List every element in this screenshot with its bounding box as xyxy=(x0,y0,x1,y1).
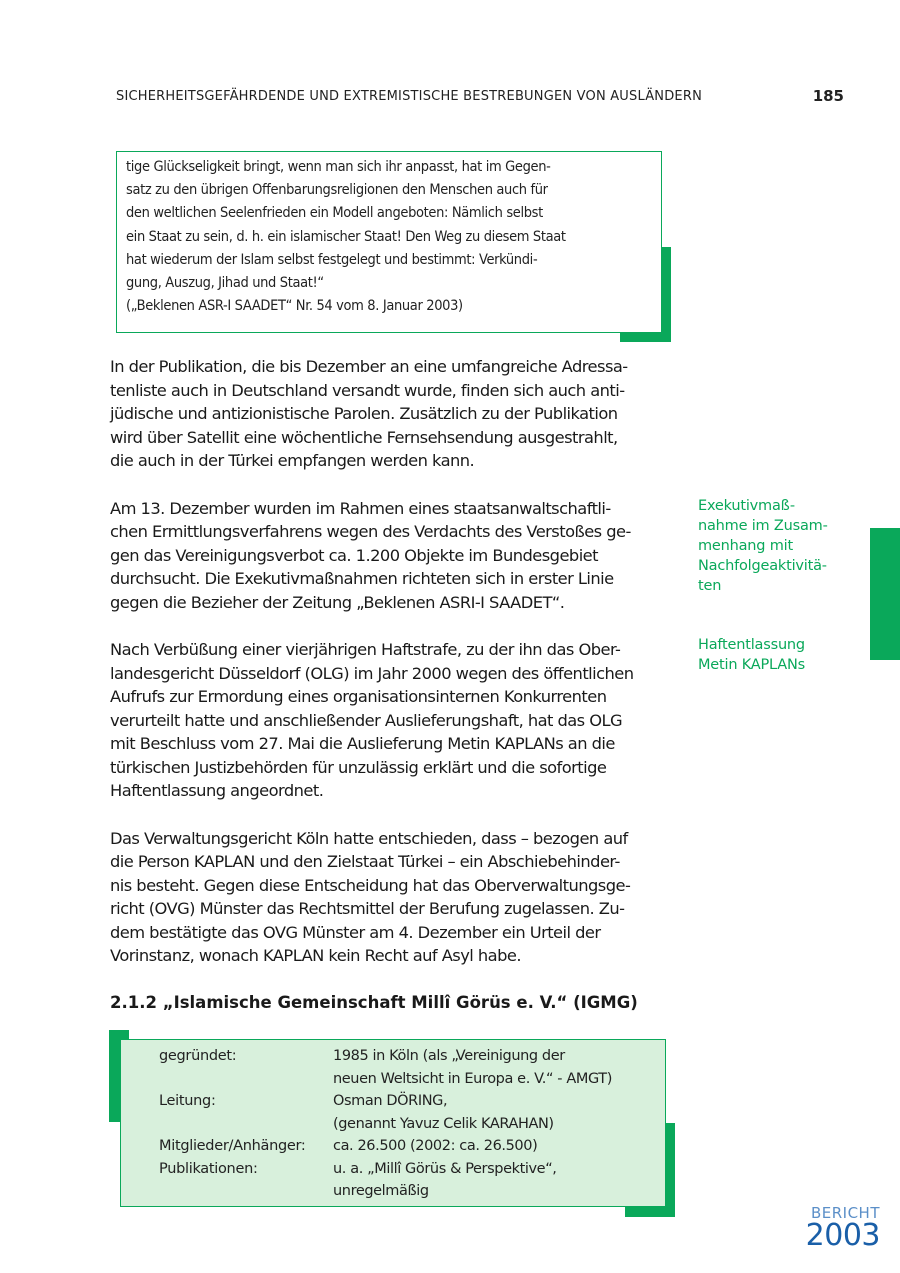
text-line: verurteilt hatte und anschließender Auslieferungshaft, hat das OLG xyxy=(110,710,623,730)
quote-line: den weltlichen Seelenfrieden ein Modell angeboten: Nämlich selbst xyxy=(126,205,543,222)
paragraph xyxy=(110,827,670,968)
text-line: die Person KAPLAN und den Zielstaat Türkei – ein Abschiebehinder- xyxy=(110,852,620,871)
text-line: dem bestätigte das OVG Münster am 4. Dezember ein Urteil der xyxy=(110,922,601,942)
quote-box xyxy=(116,151,662,333)
info-row xyxy=(121,1090,665,1113)
paragraph xyxy=(110,497,670,615)
paragraph xyxy=(110,355,670,473)
quote-source: („Beklenen ASR-I SAADET“ Nr. 54 vom 8. Januar 2003) xyxy=(126,298,463,315)
paragraph xyxy=(110,638,670,803)
quote-line: gung, Auszug, Jihad und Staat!“ xyxy=(126,275,324,292)
info-row xyxy=(121,1113,665,1136)
side-tab-marker xyxy=(870,528,900,660)
info-row xyxy=(121,1158,665,1181)
report-logo-year: 2003 xyxy=(805,1218,880,1253)
text-line: wird über Satellit eine wöchentliche Fernsehsendung ausgestrahlt, xyxy=(110,427,618,447)
info-value: u. a. „Millî Görüs & Perspektive“, xyxy=(333,1160,557,1177)
main-text xyxy=(110,355,670,1014)
margin-note-line: menhang mit xyxy=(698,538,793,554)
info-value: unregelmäßig xyxy=(333,1183,429,1199)
quote-line: ein Staat zu sein, d. h. ein islamischer Staat! Den Weg zu diesem Staat xyxy=(126,228,566,245)
text-line: durchsucht. Die Exekutivmaßnahmen richteten sich in erster Linie xyxy=(110,569,614,588)
info-value: Osman DÖRING, xyxy=(333,1093,448,1109)
text-line: richt (OVG) Münster das Rechtsmittel der Berufung zugelassen. Zu- xyxy=(110,899,625,918)
text-line: Nach Verbüßung einer vierjährigen Haftstrafe, zu der ihn das Ober- xyxy=(110,640,621,659)
info-value: neuen Weltsicht in Europa e. V.“ - AMGT) xyxy=(333,1070,612,1087)
text-line: Am 13. Dezember wurden im Rahmen eines staatsanwaltschaftli- xyxy=(110,498,611,518)
margin-note-execution xyxy=(698,496,828,596)
info-row xyxy=(121,1135,665,1158)
text-line: jüdische und antizionistische Parolen. Zusätzlich zu der Publikation xyxy=(110,404,618,423)
info-row xyxy=(121,1045,665,1068)
text-line: Haftentlassung angeordnet. xyxy=(110,781,324,800)
margin-note-line: Nachfolgeaktivitä- xyxy=(698,558,827,574)
info-label: Publikationen: xyxy=(159,1160,258,1177)
margin-note-line: Metin KAPLANs xyxy=(698,657,805,673)
text-line: landesgericht Düsseldorf (OLG) im Jahr 2000 wegen des öffentlichen xyxy=(110,663,634,683)
margin-note-release xyxy=(698,635,805,675)
text-line: Das Verwaltungsgericht Köln hatte entschieden, dass – bezogen auf xyxy=(110,828,628,848)
info-label: Mitglieder/Anhänger: xyxy=(159,1138,306,1154)
section-heading: 2.1.2 „Islamische Gemeinschaft Millî Görüs e. V.“ (IGMG) xyxy=(110,992,638,1012)
info-label xyxy=(121,1068,333,1091)
info-label: gegründet: xyxy=(159,1048,237,1064)
text-line: gen das Vereinigungsverbot ca. 1.200 Objekte im Bundesgebiet xyxy=(110,545,598,565)
info-row xyxy=(121,1068,665,1091)
text-line: die auch in der Türkei empfangen werden kann. xyxy=(110,451,475,470)
info-row xyxy=(121,1180,665,1203)
quote-line: tige Glückseligkeit bringt, wenn man sich ihr anpasst, hat im Gegen- xyxy=(126,159,551,175)
text-line: Vorinstanz, wonach KAPLAN kein Recht auf Asyl habe. xyxy=(110,946,521,965)
running-header: SICHERHEITSGEFÄHRDENDE UND EXTREMISTISCHE BESTREBUNGEN VON AUSLÄNDERN xyxy=(116,89,702,104)
margin-note-line: Haftentlassung xyxy=(698,637,805,653)
margin-note-line: nahme im Zusam- xyxy=(698,518,828,534)
organization-info-box xyxy=(120,1039,666,1207)
page-number: 185 xyxy=(812,87,844,105)
info-value: 1985 in Köln (als „Vereinigung der xyxy=(333,1048,565,1064)
margin-note-line: Exekutivmaß- xyxy=(698,498,795,514)
text-line: nis besteht. Gegen diese Entscheidung hat das Oberverwaltungsge- xyxy=(110,875,631,895)
info-label xyxy=(121,1180,333,1203)
info-label xyxy=(121,1113,333,1136)
text-line: türkischen Justizbehörden für unzulässig erklärt und die sofortige xyxy=(110,757,607,777)
text-line: In der Publikation, die bis Dezember an eine umfangreiche Adressa- xyxy=(110,357,628,376)
margin-note-line: ten xyxy=(698,578,722,594)
quote-line: hat wiederum der Islam selbst festgelegt und bestimmt: Verkündi- xyxy=(126,251,538,268)
quote-line: satz zu den übrigen Offenbarungsreligionen den Menschen auch für xyxy=(126,182,548,199)
text-line: gegen die Bezieher der Zeitung „Beklenen ASRI-I SAADET“. xyxy=(110,592,565,612)
text-line: Aufrufs zur Ermordung eines organisationsinternen Konkurrenten xyxy=(110,687,607,706)
text-line: chen Ermittlungsverfahrens wegen des Verdachts des Verstoßes ge- xyxy=(110,522,631,541)
report-logo xyxy=(800,1205,880,1251)
text-line: mit Beschluss vom 27. Mai die Auslieferung Metin KAPLANs an die xyxy=(110,734,615,753)
report-logo-word: BERICHT xyxy=(810,1204,880,1222)
text-line: tenliste auch in Deutschland versandt wurde, finden sich auch anti- xyxy=(110,380,625,400)
info-value: ca. 26.500 (2002: ca. 26.500) xyxy=(333,1138,538,1154)
info-value: (genannt Yavuz Celik KARAHAN) xyxy=(333,1115,554,1132)
info-label: Leitung: xyxy=(159,1093,216,1109)
